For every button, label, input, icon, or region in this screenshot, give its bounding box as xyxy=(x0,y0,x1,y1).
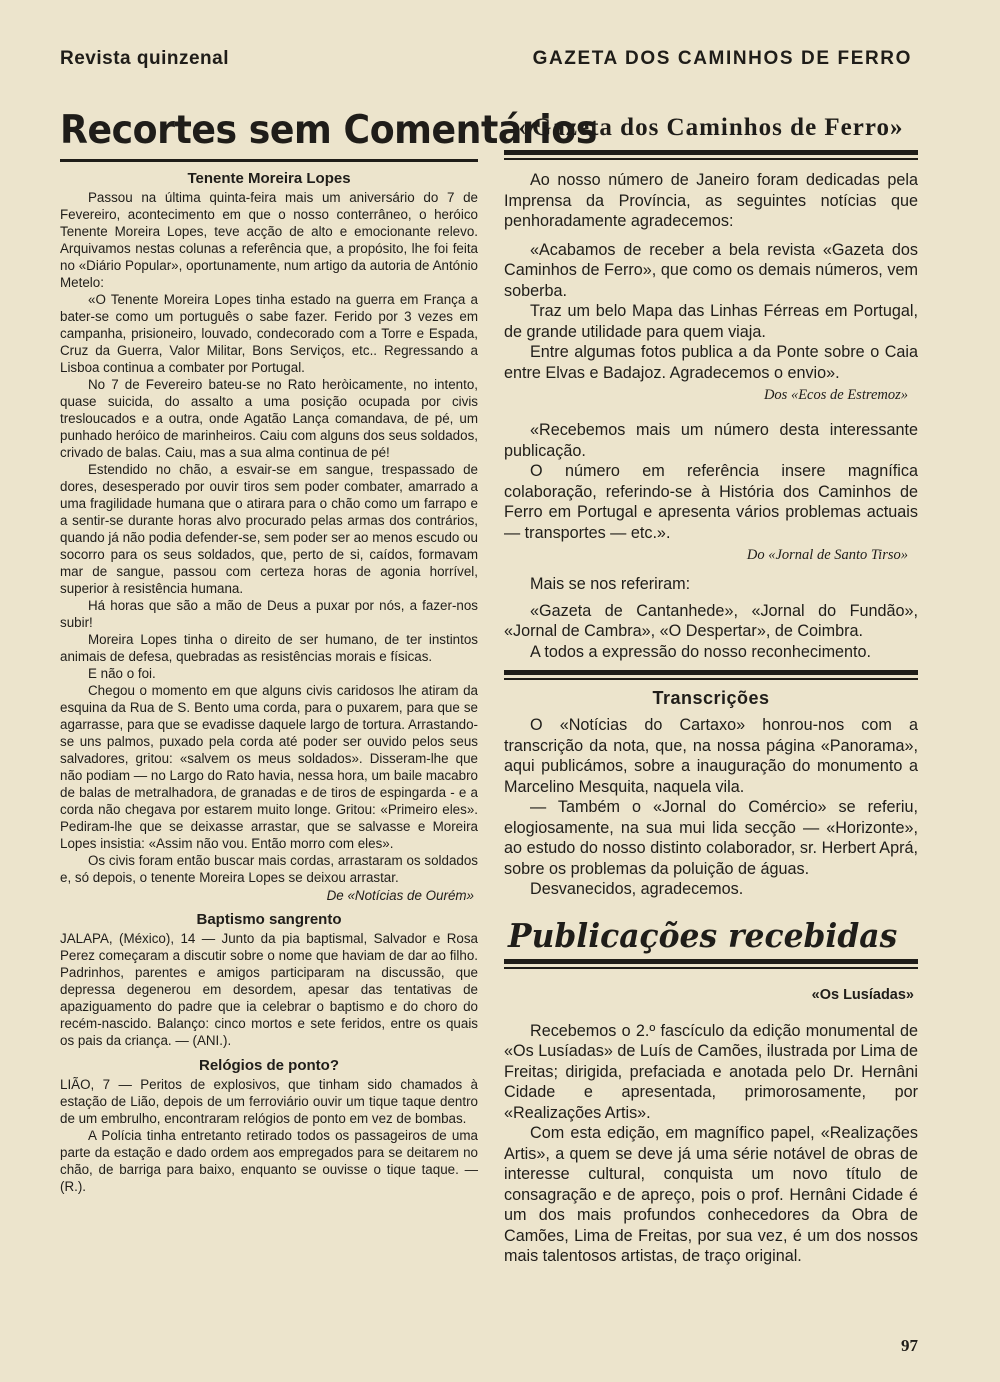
title-rule xyxy=(504,959,918,969)
paragraph: «O Tenente Moreira Lopes tinha estado na guerra em França a bater-se como um português o sabe fazer. Ferido por 3 vezes em campanha, prisioneiro, louvado, condecorado com a Torre e Espada, Cruz da Guerra, Valor Militar, Bons Serviços, etc.. Regressando a Lisboa continua a combater por Portugal. xyxy=(60,292,478,375)
quote-paragraph: Traz um belo Mapa das Linhas Férreas em Portugal, de grande utilidade para quem viaja. xyxy=(504,302,918,341)
article-body-baptismo xyxy=(60,930,478,1049)
paragraph: Os civis foram então buscar mais cordas, arrastaram os soldados e, só depois, o tenente Moreira Lopes se deixou arrastar. xyxy=(60,853,478,885)
paragraph: Há horas que são a mão de Deus a puxar por nós, a fazer-nos subir! xyxy=(60,598,478,630)
article-heading-baptismo: Baptismo sangrento xyxy=(196,911,342,928)
page-number: 97 xyxy=(901,1336,918,1355)
transcricoes-body xyxy=(504,715,918,900)
quote-source: Do «Jornal de Santo Tirso» xyxy=(746,547,908,563)
paragraph: O «Notícias do Cartaxo» honrou-nos com a transcrição da nota, que, na nossa página «Panorama», aqui publicámos, sobre a inauguração do monumento a Marcelino Mesquita, naquela vila. xyxy=(504,716,918,796)
article-body-relogios xyxy=(60,1076,478,1195)
paragraph: Passou na última quinta-feira mais um aniversário do 7 de Fevereiro, acontecimento em que o nosso conterrâneo, o heróico Tenente Moreira Lopes, teve acção de alto e emocionante relevo. Arquivamos nestas colunas a referência que, a propósito, lhe foi feita no «Diário Popular», oportunamente, num artigo da autoria de António Metelo: xyxy=(60,190,478,290)
section-title-recortes: Recortes sem Comentários xyxy=(60,108,597,153)
section-title-publicacoes: Publicações recebidas xyxy=(508,915,898,955)
article-heading-moreira-lopes: Tenente Moreira Lopes xyxy=(187,170,351,187)
section-title-gazeta: «Gazeta dos Caminhos de Ferro» xyxy=(518,114,904,141)
paragraph: «Gazeta de Cantanhede», «Jornal do Fundão», «Jornal de Cambra», «O Despertar», de Coimbra. xyxy=(504,601,918,640)
gazeta-body xyxy=(504,170,918,383)
gazeta-body-3 xyxy=(504,574,918,662)
gazeta-body-2 xyxy=(504,414,918,543)
section-heading-transcricoes: Transcrições xyxy=(652,688,770,708)
article-heading-relogios: Relógios de ponto? xyxy=(199,1057,339,1074)
article-source: De «Notícias de Ourém» xyxy=(326,888,474,903)
paragraph: Mais se nos referiram: xyxy=(530,575,691,593)
paragraph: A Polícia tinha entretanto retirado todos os passageiros de uma parte da estação e dado ordem aos empregados para se deitarem no chão, de barriga para baixo, enquanto se ouvisse o tique taque. — (R.). xyxy=(60,1128,478,1194)
paragraph: E não o foi. xyxy=(88,666,156,681)
quote-paragraph: «Acabamos de receber a bela revista «Gazeta dos Caminhos de Ferro», que como os demais números, vem soberba. xyxy=(504,240,918,300)
quote-source: Dos «Ecos de Estremoz» xyxy=(763,387,908,403)
article-body-moreira-lopes xyxy=(60,189,478,886)
publicacoes-body xyxy=(504,1021,918,1267)
subheading-lusiadas: «Os Lusíadas» xyxy=(811,986,914,1003)
paragraph: Ao nosso número de Janeiro foram dedicadas pela Imprensa da Província, as seguintes notícias que penhoradamente agradecemos: xyxy=(504,171,918,230)
quote-paragraph: Entre algumas fotos publica a da Ponte sobre o Caia entre Elvas e Badajoz. Agradecemos o envio». xyxy=(504,343,918,382)
paragraph: LIÃO, 7 — Peritos de explosivos, que tinham sido chamados à estação de Lião, depois de um ferroviário ouvir um tique taque dentro de um embrulho, encontraram relógios de ponto em vez de bombas. xyxy=(60,1077,478,1126)
left-column xyxy=(60,100,597,1195)
paragraph: No 7 de Fevereiro bateu-se no Rato heròicamente, no intento, quase suicida, do assalto a uma posição ocupada por civis tresloucados e a outra, onde Agatão Lança comandava, de pé, um punhado heróico de marinheiros. Caiu com alguns dos seus soldados, crivado de balas. Caiu, mas a sua alma continua de pé! xyxy=(60,377,478,460)
paragraph: Estendido no chão, a esvair-se em sangue, trespassado de dores, desesperado por ouvir tiros sem poder combater, amarrado a uma fragilidade humana que o atirara para o chão como um farrapo e a sentir-se durante horas alvo procurado pelas armas dos contrários, quando já não podia defender-se, sem poder ser ao menos escudo ou socorro para os seus soldados, que, perto de si, caídos, formavam mar de sangue, passou com certeza horas de agonia horrível, superior à resistência humana. xyxy=(60,462,478,596)
paragraph: Chegou o momento em que alguns civis caridosos lhe atiram da esquina da Rua de S. Bento uma corda, para o puxarem, para que se agarrasse, para que se evadisse daquele largo de tortura. Arrastando-se uns palmos, puxado pela corda até poder ser ouvido pelos seus salvadores, gritou: «salvem os meus soldados». Disseram-lhe que não podiam — no Largo do Rato havia, nessa hora, um baile macabro de balas de metralhadora, de granadas e de tiros de espingarda - e a corda não chegava por estarem muito longe. Gritou: «Primeiro eles». Pediram-lhe que se deixasse arrastar, que se salvasse e Moreira Lopes insistia: «Assim não vou. Então morro com eles». xyxy=(60,683,478,851)
paragraph: JALAPA, (México), 14 — Junto da pia baptismal, Salvador e Rosa Perez começaram a discutir sobre o nome que haviam de dar ao filho. Padrinhos, parentes e amigos participaram na discussão, que depressa degenerou em desordem, apesar das tentativas de apaziguamento do padre que ia celebrar o baptismo e do choro do recém-nascido. Balanço: cinco mortos e sete feridos, entre os quais os pais da criança. — (ANI.). xyxy=(60,931,478,1048)
section-rule xyxy=(504,670,918,680)
paragraph: — Também o «Jornal do Comércio» se referiu, elogiosamente, na sua mui lida secção — «Horizonte», ao estudo do nosso distinto colaborador, sr. Herbert Aprá, sobre os problemas da poluição de águas. xyxy=(504,798,918,878)
running-header-right: GAZETA DOS CAMINHOS DE FERRO xyxy=(532,48,912,69)
running-header-left: Revista quinzenal xyxy=(60,48,229,69)
paragraph: A todos a expressão do nosso reconhecimento. xyxy=(530,642,872,661)
title-rule xyxy=(60,159,478,162)
quote-paragraph: «Recebemos mais um número desta interessante publicação. xyxy=(504,421,918,460)
paragraph: Com esta edição, em magnífico papel, «Realizações Artis», a quem se deve já uma série notável de obras de interesse cultural, conquista um novo título de consagração e de apreço, pois o prof. Hernâni Cidade é um dos mais profundos conhecedores da Obra de Camões, Lima de Freitas, por sua vez, é um dos nossos mais talentosos artistas, de traço original. xyxy=(504,1124,918,1265)
title-rule xyxy=(504,150,918,160)
paragraph: Moreira Lopes tinha o direito de ser humano, de ter instintos animais de defesa, quebradas as resistências morais e físicas. xyxy=(60,632,478,664)
quote-paragraph: O número em referência insere magnífica colaboração, referindo-se à História dos Caminhos de Ferro em Portugal e apresenta vários problemas actuais — transportes — etc.». xyxy=(504,462,918,542)
paragraph: Desvanecidos, agradecemos. xyxy=(530,880,744,898)
right-column xyxy=(504,100,918,1267)
paragraph: Recebemos o 2.º fascículo da edição monumental de «Os Lusíadas» de Luís de Camões, ilustrada por Lima de Freitas; dirigida, prefaciada e anotada pelo Dr. Hernâni Cidade e apresentada, primorosamente, por «Realizações Artis». xyxy=(504,1021,918,1122)
